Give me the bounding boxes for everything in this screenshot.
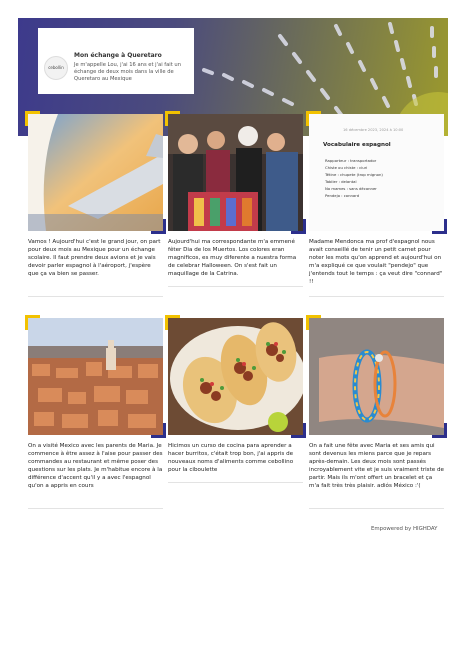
divider [28, 508, 163, 509]
corner-accent-br [432, 423, 447, 438]
corner-accent-br [432, 219, 447, 234]
corner-accent-tl [165, 315, 180, 330]
note-item: Rapporteur : transportador [325, 158, 377, 163]
divider [28, 296, 163, 297]
divider [168, 482, 303, 483]
corner-accent-tl [306, 111, 321, 126]
page-subtitle: Je m'appelle Lou, j'ai 16 ans et j'ai fait un échange de deux mois dans la ville de Queretaro au Mexique [74, 62, 182, 82]
post-caption: Madame Mendonca ma prof d'espagnol nous avait conseillé de tenir un petit carnet pour noter les mots qu'on apprend et aujourd'hui on m'a expliqué ce que voulait "pendejo" que j'entends tout le temps : ça veut dire "connard" !! [309, 239, 443, 285]
post-caption: Aujourd'hui ma correspondante m'a emmené fêter Dia de los Muertos. Los colores eran magnificos, es muy diferente a nuestra forma de celebrar Halloween. On s'est fait un maquillage de la Catrina. [168, 239, 297, 277]
corner-accent-tl [25, 111, 40, 126]
vocab-note-image [309, 114, 444, 231]
corner-accent-br [291, 423, 306, 438]
title-card [38, 28, 194, 94]
corner-accent-br [151, 423, 166, 438]
tacos-image [168, 318, 303, 435]
post-caption: On a fait une fête avec Maria et ses amis qui sont devenus les miens parce que je repars après-demain. Les deux mois sont passés incroyablement vite et je suis vraiment triste de partir. Mais ils m'ont offert un bracelet et ça m'a fait très très plaisir. adiós México :'( [309, 443, 445, 489]
post-caption: Vamos ! Aujourd'hui c'est le grand jour, on part pour deux mois au Mexique pour un échange scolaire. Il faut prendre deux avions et je vais devoir parler espagnol à l'aéroport, j'espère que ça va bien se passer. [28, 239, 161, 277]
corner-accent-br [151, 219, 166, 234]
note-item: Tétine : chupete (trop mignon) [325, 172, 383, 177]
note-item: No mames : sans déconner [325, 186, 377, 191]
footer-credit[interactable]: Empowered by HIGHDAY [371, 526, 438, 532]
corner-accent-br [291, 219, 306, 234]
divider [168, 286, 303, 287]
airplane-wing-image [28, 114, 163, 231]
note-heading: Vocabulaire espagnol [323, 142, 391, 148]
post-caption: Hicimos un curso de cocina para aprender a hacer burritos, c'était trop bon, j'ai appris de nouveaux noms d'aliments comme cebollino pour la ciboulette [168, 443, 294, 473]
corner-accent-tl [165, 111, 180, 126]
note-item: Pendejo : connard [325, 193, 360, 198]
bracelet-image [309, 318, 444, 435]
page-title: Mon échange à Queretaro [74, 52, 162, 59]
note-item: Tablier : delantal [325, 179, 357, 184]
cebollin-logo: cebollin [44, 56, 68, 80]
corner-accent-tl [25, 315, 40, 330]
post-caption: On a visité Mexico avec les parents de Maria. Je commence à être assez à l'aise pour passer des commandes au restaurant et même poser des questions sur les plats. Je m'habitue encore à la différence d'accent qu'il y a avec l'espagnol qu'on a appris en cours [28, 443, 163, 489]
dia-de-los-muertos-image [168, 114, 303, 231]
divider [309, 296, 444, 297]
mexico-city-image [28, 318, 163, 435]
note-date: 16 décembre 2023, 2024 à 10:00 [343, 128, 404, 132]
note-item: Chiste ou chiste : ciuri [325, 165, 368, 170]
corner-accent-tl [306, 315, 321, 330]
divider [309, 508, 444, 509]
